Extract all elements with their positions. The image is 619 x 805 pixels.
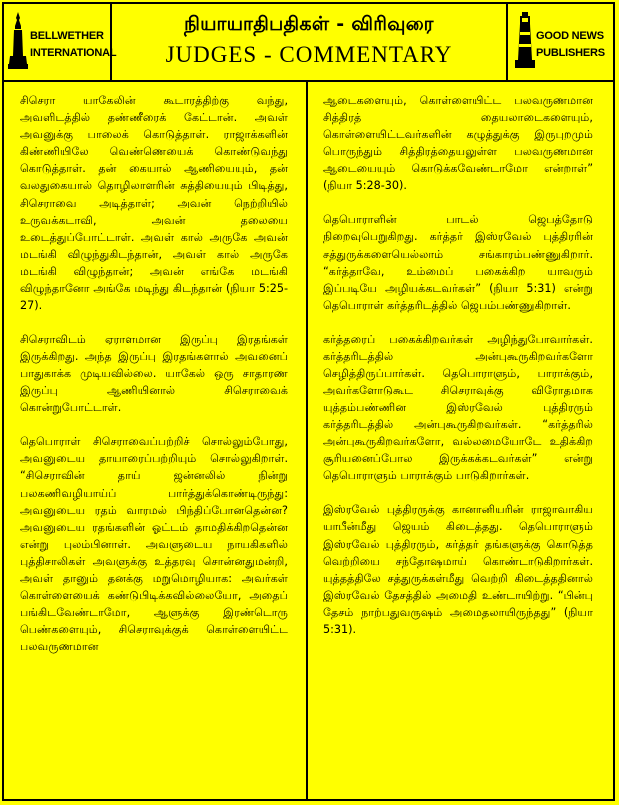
left-logo-text: [30, 28, 116, 62]
paragraph: ஆடைகளையும், கொள்ளையிட்ட பலவருணமான சித்திரத் தையலாடைகளையும், கொள்ளையிட்டவர்களின் கழுத்துக்கு இருபுறமும் பொருந்தும் சித்திரத்தையலுள்ள பலவருணமான ஆடையையும் கொடுக்கவேண்டாமோ என்றாள்” (நியா 5:28-30).: [323, 94, 593, 193]
right-logo-line1: GOOD NEWS: [536, 30, 604, 42]
column-divider: [306, 82, 308, 801]
left-logo-box: [2, 2, 117, 82]
paragraph: கர்த்தரைப் பகைக்கிறவர்கள் அழிந்துபோவார்கள். கர்த்தரிடத்தில் அன்புகூருகிறவர்களோ செழித்திருப்பார்கள். தெபொராளும், பாராக்கும், அவர்களோடுகூட சிசெராவுக்கு விரோதமாக யுத்தம்பண்ணின இஸ்ரவேல் புத்திரரும் கர்த்தரிடத்தில் அன்புகூருகிறவர்கள். “கர்த்தரில் அன்புகூருகிறவர்களோ, வல்லமையோடே உதிக்கிற சூரியனைப்போல இருக்கக்கடவர்கள்” என்று தெபொராளும் பாராக்கும் பாடுகிறார்கள்.: [323, 332, 593, 483]
lighthouse-icon: [515, 10, 535, 72]
paragraph: சிசெரா யாகேலின் கூடாரத்திற்கு வந்து, அவளிடத்தில் தண்ணீரைக் கேட்டான். அவள் அவனுக்கு பாலைக் கொடுத்தாள். ராஜாக்களின் கிண்ணியிலே வெண்ணெயைக் கொண்டுவந்து கொடுத்தாள். தன் கையால் ஆணியையும், தன் வலதுகையால் தொழிலாளரின் சுத்தியையும் பிடித்து, சிசெராவை அடித்தாள்; அவன் நெற்றியில் உருவக்கடாவி, அவன் தலையை உடைத்துப்போட்டாள். அவள் கால் அருகே அவன் மடங்கி விழுந்துகிடந்தான், அவள் கால் அருகே மடங்கி விழுந்தான்; அவன் எங்கே மடங்கி விழுந்தானோ அங்கே மடிந்து கிடந்தான் (நியா 5:25-27).: [20, 94, 288, 313]
left-logo-line2: INTERNATIONAL: [30, 47, 117, 59]
right-column: [323, 92, 593, 638]
paragraph: தெபொராளின் பாடல் ஜெபத்தோடு நிறைவுபெறுகிறது. கர்த்தர் இஸ்ரவேல் புத்திரரின் சத்துருக்களையெல்லாம் சங்காரம்பண்ணுகிறார். “கர்த்தாவே, உம்மைப் பகைக்கிற யாவரும் இப்படியே அழியக்கடவர்கள்” (நியா 5:31) என்று தெபொராள் கர்த்தரிடத்தில் ஜெபம்பண்ணுகிறாள்.: [323, 213, 593, 312]
bellwether-lamp-icon: [8, 10, 28, 72]
title-box: [112, 2, 506, 82]
title-english: JUDGES - COMMENTARY: [165, 42, 453, 67]
right-logo-box: [506, 2, 615, 82]
title-tamil: நியாயாதிபதிகள் - விரிவுரை: [184, 13, 434, 35]
left-column: [20, 92, 288, 656]
paragraph: தெபொராள் சிசெராவைப்பற்றிச் சொல்லும்போது, அவனுடைய தாயாரைப்பற்றியும் சொல்லுகிறாள். “சிசெராவின் தாய் ஜன்னலில் நின்று பலகணிவழியாய்ப் பார்த்துக்கொண்டிருந்து: அவனுடைய ரதம் வாரமல் பிந்திப்போனதென்ன? அவனுடைய ரதங்களின் ஓட்டம் தாமதிக்கிறதென்ன என்று புலம்பினாள். அவளுடைய நாயகிகளில் புத்திசாலிகள் அவளுக்கு உத்தரவு சொன்னதுமன்றி, அவள் தானும் தனக்கு மறுமொழியாக: அவர்கள் கொள்ளையைக் கண்டுபிடிக்கவில்லையோ, அதைப் பங்கிடவேண்டாமோ, ஆளுக்கு இரண்டொரு பெண்களையும், சிசெராவுக்குக் கொள்ளையிட்ட பலவருணமான: [20, 435, 288, 654]
paragraph: சிசெராவிடம் ஏராளமான இருப்பு இரதங்கள் இருக்கிறது. அந்த இருப்பு இரதங்களால் அவனைப் பாதுகாக்க முடியவில்லை. யாகேல் ஒரு சாதாரண இருப்பு ஆணியினால் சிசெராவைக் கொன்றுபோட்டாள்.: [20, 333, 288, 415]
right-logo-line2: PUBLISHERS: [536, 47, 605, 59]
paragraph: இஸ்ரவேல் புத்திரருக்கு கானானியரின் ராஜாவாகிய யாபீன்மீது ஜெயம் கிடைத்தது. தெபொராளும் இஸ்ரவேல் புத்திரரும், கர்த்தர் தங்களுக்கு கொடுத்த வெற்றியை சந்தோஷமாய் கொண்டாடுகிறார்கள். யுத்தத்திலே சத்துருக்கள்மீது வெற்றி கிடைத்ததினால் இஸ்ரவேல் தேசத்தில் அமைதி உண்டாயிற்று. “பின்பு தேசம் நாற்பதுவருஷம் அமைதலாயிருந்தது” (நியா 5:31).: [323, 503, 593, 637]
left-logo-line1: BELLWETHER: [30, 30, 104, 42]
right-logo-text: [536, 28, 605, 62]
